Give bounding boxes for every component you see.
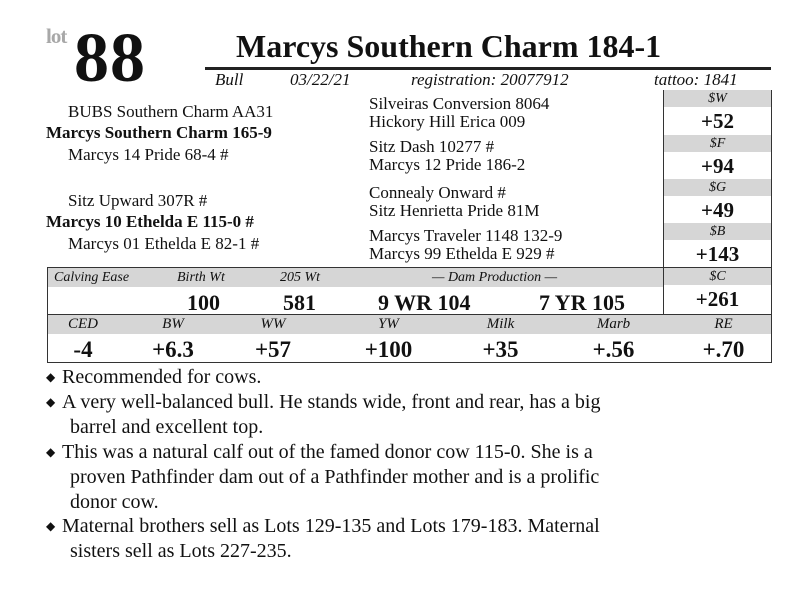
note-2 <box>46 390 600 440</box>
pedigree-sire-sire: BUBS Southern Charm AA31 <box>68 102 274 121</box>
lot-label: lot <box>46 24 67 48</box>
epd-label-milk: Milk <box>486 316 515 332</box>
epd-value-re: +.70 <box>702 337 745 362</box>
note-1 <box>46 365 261 390</box>
epd-value-marb: +.56 <box>592 337 635 362</box>
pedigree-mid-8: Marcys 99 Ethelda E 929 # <box>369 244 555 263</box>
index-label-w: $W <box>664 90 771 107</box>
bullet-icon: ◆ <box>46 370 56 384</box>
note-text-cont: sisters sell as Lots 227-235. <box>70 540 292 562</box>
index-label-g: $G <box>664 179 771 196</box>
epd-value-ww: +57 <box>254 337 292 362</box>
label-dam-production: — Dam Production — <box>432 270 558 285</box>
pedigree-sire: Marcys Southern Charm 165-9 <box>46 123 272 142</box>
epd-value-bw: +6.3 <box>152 337 194 362</box>
production-label-bar <box>48 268 663 287</box>
note-4 <box>46 514 600 564</box>
index-value-c: +261 <box>695 287 740 311</box>
note-text: Recommended for cows. <box>62 366 262 388</box>
index-label-c: $C <box>664 268 771 285</box>
epd-label-bw: BW <box>162 316 184 332</box>
tattoo: tattoo: 1841 <box>654 70 738 89</box>
pedigree-mid-7: Marcys Traveler 1148 132-9 <box>369 226 563 245</box>
bullet-icon: ◆ <box>46 519 56 533</box>
value-dam-wr: 9 WR 104 <box>378 290 471 315</box>
note-text-cont: proven Pathfinder dam out of a Pathfinder mother and is a prolific <box>70 466 600 488</box>
registration: registration: 20077912 <box>411 70 569 89</box>
bullet-icon: ◆ <box>46 395 56 409</box>
animal-name: Marcys Southern Charm 184-1 <box>236 28 662 64</box>
pedigree-mid-5: Connealy Onward # <box>369 183 506 202</box>
note-text: Maternal brothers sell as Lots 129-135 and Lots 179-183. Maternal <box>62 515 600 537</box>
bullet-icon: ◆ <box>46 445 56 459</box>
pedigree-dam: Marcys 10 Ethelda E 115-0 # <box>46 212 254 231</box>
note-text-cont: barrel and excellent top. <box>70 416 264 438</box>
note-text: This was a natural calf out of the famed donor cow 115-0. She is a <box>62 441 593 463</box>
pedigree-mid-4: Marcys 12 Pride 186-2 <box>369 155 526 174</box>
lot-number: 88 <box>74 20 146 97</box>
index-value-w: +52 <box>701 109 734 133</box>
pedigree-mid-3: Sitz Dash 10277 # <box>369 137 495 156</box>
epd-value-ced: -4 <box>73 337 93 362</box>
index-label-f: $F <box>664 135 771 152</box>
pedigree-mid-1: Silveiras Conversion 8064 <box>369 94 550 113</box>
index-value-b: +143 <box>695 242 740 266</box>
index-value-g: +49 <box>701 198 734 222</box>
pedigree-mid-6: Sitz Henrietta Pride 81M <box>369 201 540 220</box>
sex: Bull <box>215 70 244 89</box>
epd-label-ww: WW <box>260 316 286 332</box>
epd-label-marb: Marb <box>596 316 631 332</box>
label-calving-ease: Calving Ease <box>54 270 130 285</box>
birth-date: 03/22/21 <box>290 70 351 89</box>
note-3 <box>46 440 599 515</box>
epd-value-milk: +35 <box>482 337 519 362</box>
note-text: A very well-balanced bull. He stands wide, front and rear, has a big <box>62 391 601 413</box>
pedigree-mid-2: Hickory Hill Erica 009 <box>369 112 526 131</box>
epd-row <box>47 314 772 363</box>
value-205-wt: 581 <box>283 290 316 315</box>
epd-value-yw: +100 <box>364 337 413 362</box>
pedigree-sire-dam: Marcys 14 Pride 68-4 # <box>68 145 229 164</box>
epd-label-ced: CED <box>68 316 98 332</box>
value-dam-yr: 7 YR 105 <box>539 290 625 315</box>
epd-label-re: RE <box>714 316 733 332</box>
value-birth-wt: 100 <box>187 290 220 315</box>
pedigree-dam-sire: Sitz Upward 307R # <box>68 191 208 210</box>
label-205-wt: 205 Wt <box>280 270 321 285</box>
pedigree-dam-dam: Marcys 01 Ethelda E 82-1 # <box>68 234 260 253</box>
index-label-b: $B <box>664 223 771 240</box>
production-row <box>47 267 772 315</box>
index-value-f: +94 <box>701 154 734 178</box>
note-text-cont: donor cow. <box>70 491 159 513</box>
epd-label-yw: YW <box>378 316 399 332</box>
label-birth-wt: Birth Wt <box>177 270 225 285</box>
